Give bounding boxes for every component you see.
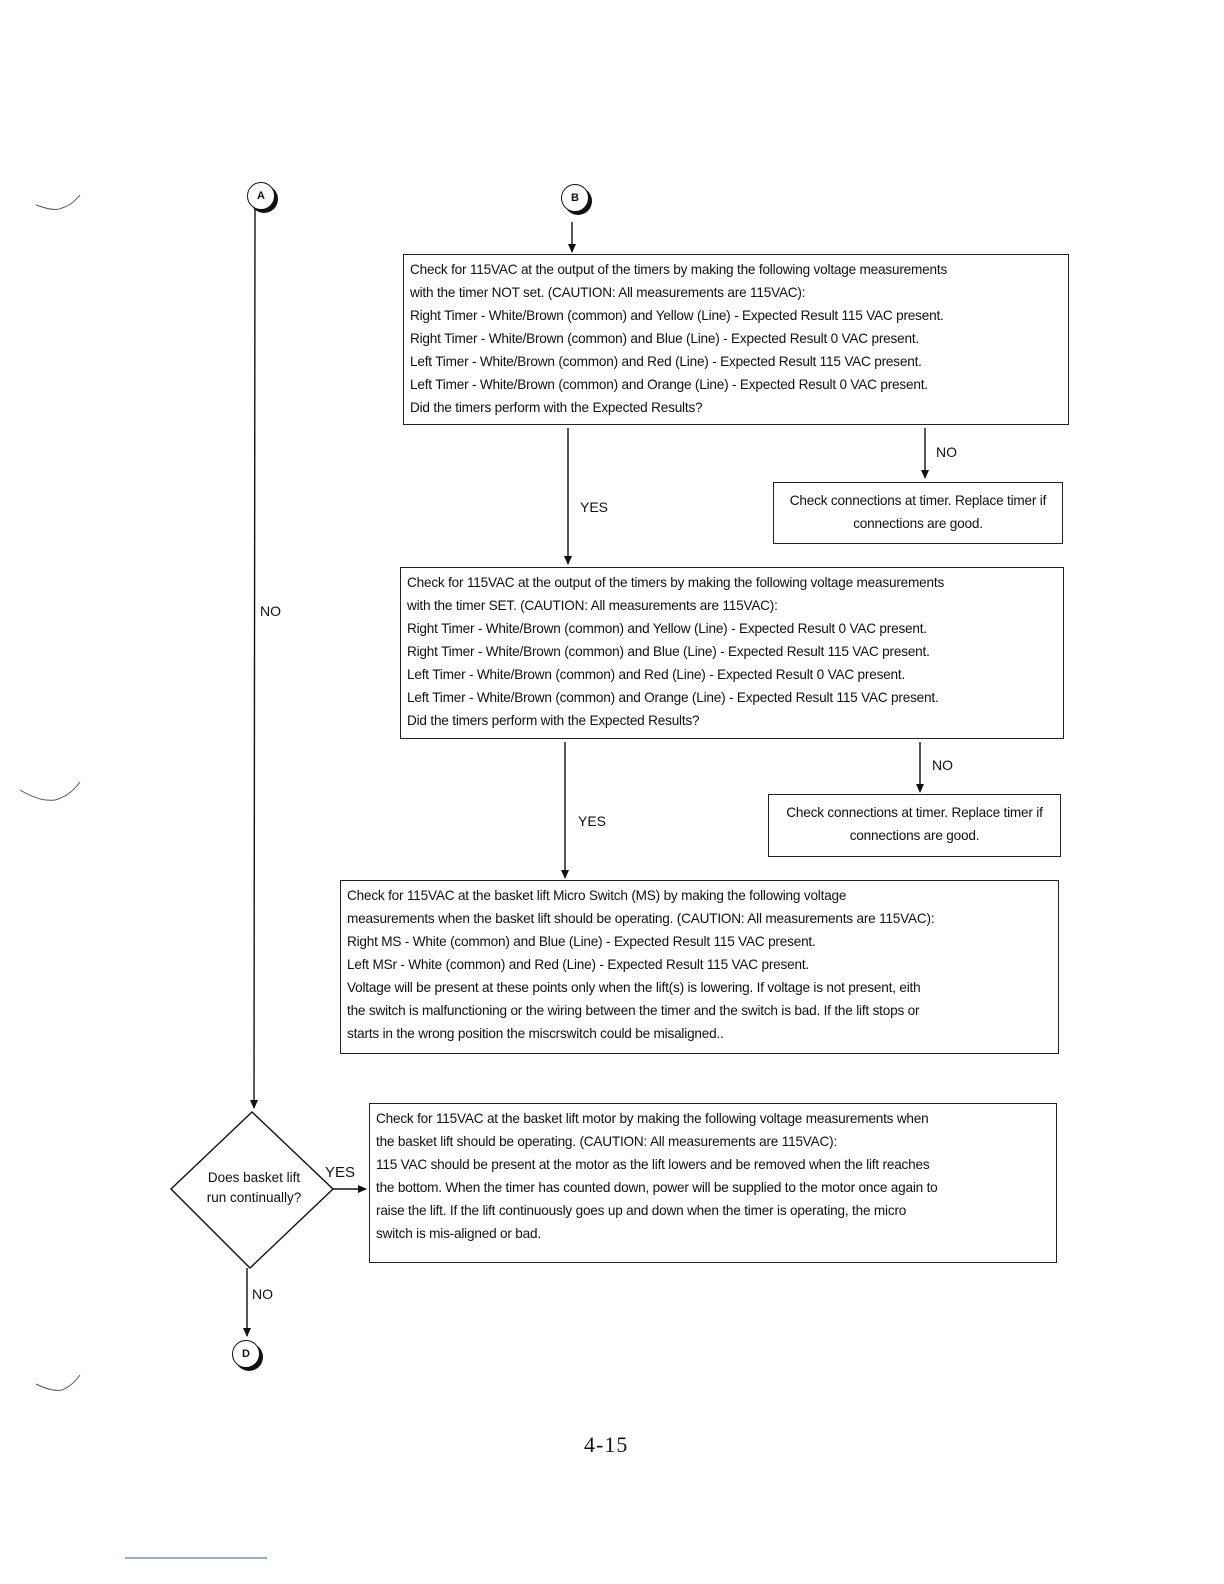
replace-timer-box-2 [768, 794, 1061, 857]
label-yes-decision: YES [325, 1164, 356, 1181]
box2-line: Check for 115VAC at the output of the timers by making the following voltage measurements [407, 575, 945, 590]
box3-line: Left MSr - White (common) and Red (Line) - Expected Result 115 VAC present. [347, 957, 809, 972]
box1-line: Did the timers perform with the Expected Results? [410, 400, 703, 415]
box2-line: with the timer SET. (CAUTION: All measurements are 115VAC): [407, 598, 778, 613]
box2-line: Left Timer - White/Brown (common) and Red (Line) - Expected Result 0 VAC present. [407, 667, 906, 682]
margin-mark [36, 195, 80, 209]
box3-line: starts in the wrong position the miscrswitch could be misaligned.. [347, 1026, 724, 1041]
box1-line: Right Timer - White/Brown (common) and Yellow (Line) - Expected Result 115 VAC present. [410, 308, 944, 323]
box3-line: Check for 115VAC at the basket lift Micro Switch (MS) by making the following voltage [347, 888, 847, 903]
fix2-text: Check connections at timer. Replace timer if connections are good. [786, 805, 1043, 843]
box2-line: Did the timers perform with the Expected Results? [407, 713, 700, 728]
check-micro-switch-box [340, 880, 1059, 1054]
fix1-text: Check connections at timer. Replace timer if connections are good. [789, 493, 1047, 531]
box4-line: the basket lift should be operating. (CAUTION: All measurements are 115VAC): [376, 1134, 838, 1149]
box3-line: Voltage will be present at these points only when the lift(s) is lowering. If voltage is not present, eith [347, 980, 921, 995]
box1-line: Check for 115VAC at the output of the timers by making the following voltage measurements [410, 262, 948, 277]
box1-line: Left Timer - White/Brown (common) and Red (Line) - Expected Result 115 VAC present. [410, 354, 922, 369]
box4-line: the bottom. When the timer has counted down, power will be supplied to the motor once again to [376, 1180, 938, 1195]
label-no-box1: NO [936, 444, 957, 460]
decision-line-2: run continually? [206, 1190, 302, 1205]
label-yes-box2: YES [578, 813, 607, 829]
box3-line: measurements when the basket lift should be operating. (CAUTION: All measurements are 115VAC): [347, 911, 935, 926]
box1-line: Right Timer - White/Brown (common) and Blue (Line) - Expected Result 0 VAC present. [410, 331, 919, 346]
page-number: 4-15 [584, 1432, 629, 1457]
label-no-box2: NO [932, 757, 953, 773]
box2-line: Left Timer - White/Brown (common) and Orange (Line) - Expected Result 115 VAC present. [407, 690, 939, 705]
connector-d: D [232, 1340, 260, 1368]
check-lift-motor-box [369, 1103, 1057, 1263]
connector-a: A [247, 182, 275, 210]
box2-line: Right Timer - White/Brown (common) and Blue (Line) - Expected Result 115 VAC present. [407, 644, 930, 659]
check-timers-set-box [400, 567, 1064, 739]
decision-line-1: Does basket lift [207, 1170, 301, 1185]
margin-mark [36, 1375, 80, 1390]
label-no-left: NO [260, 603, 281, 619]
box3-line: the switch is malfunctioning or the wiring between the timer and the switch is bad. If the lift stops or [347, 1003, 920, 1018]
box1-line: with the timer NOT set. (CAUTION: All measurements are 115VAC): [410, 285, 806, 300]
box4-line: 115 VAC should be present at the motor as the lift lowers and be removed when the lift reaches [376, 1157, 930, 1172]
replace-timer-box-1 [773, 482, 1063, 544]
decision-text [186, 1168, 322, 1208]
label-yes-box1: YES [580, 499, 609, 515]
box1-line: Left Timer - White/Brown (common) and Orange (Line) - Expected Result 0 VAC present. [410, 377, 928, 392]
box4-line: Check for 115VAC at the basket lift motor by making the following voltage measurements when [376, 1111, 929, 1126]
box4-line: raise the lift. If the lift continuously goes up and down when the timer is operating, the micro [376, 1203, 907, 1218]
box3-line: Right MS - White (common) and Blue (Line) - Expected Result 115 VAC present. [347, 934, 816, 949]
line-a-to-decision [254, 205, 255, 1108]
label-no-decision: NO [252, 1286, 273, 1302]
check-timers-not-set-box [403, 254, 1069, 425]
margin-mark [20, 782, 80, 800]
connector-b: B [561, 184, 589, 212]
box4-line: switch is mis-aligned or bad. [376, 1226, 541, 1241]
box2-line: Right Timer - White/Brown (common) and Yellow (Line) - Expected Result 0 VAC present. [407, 621, 927, 636]
